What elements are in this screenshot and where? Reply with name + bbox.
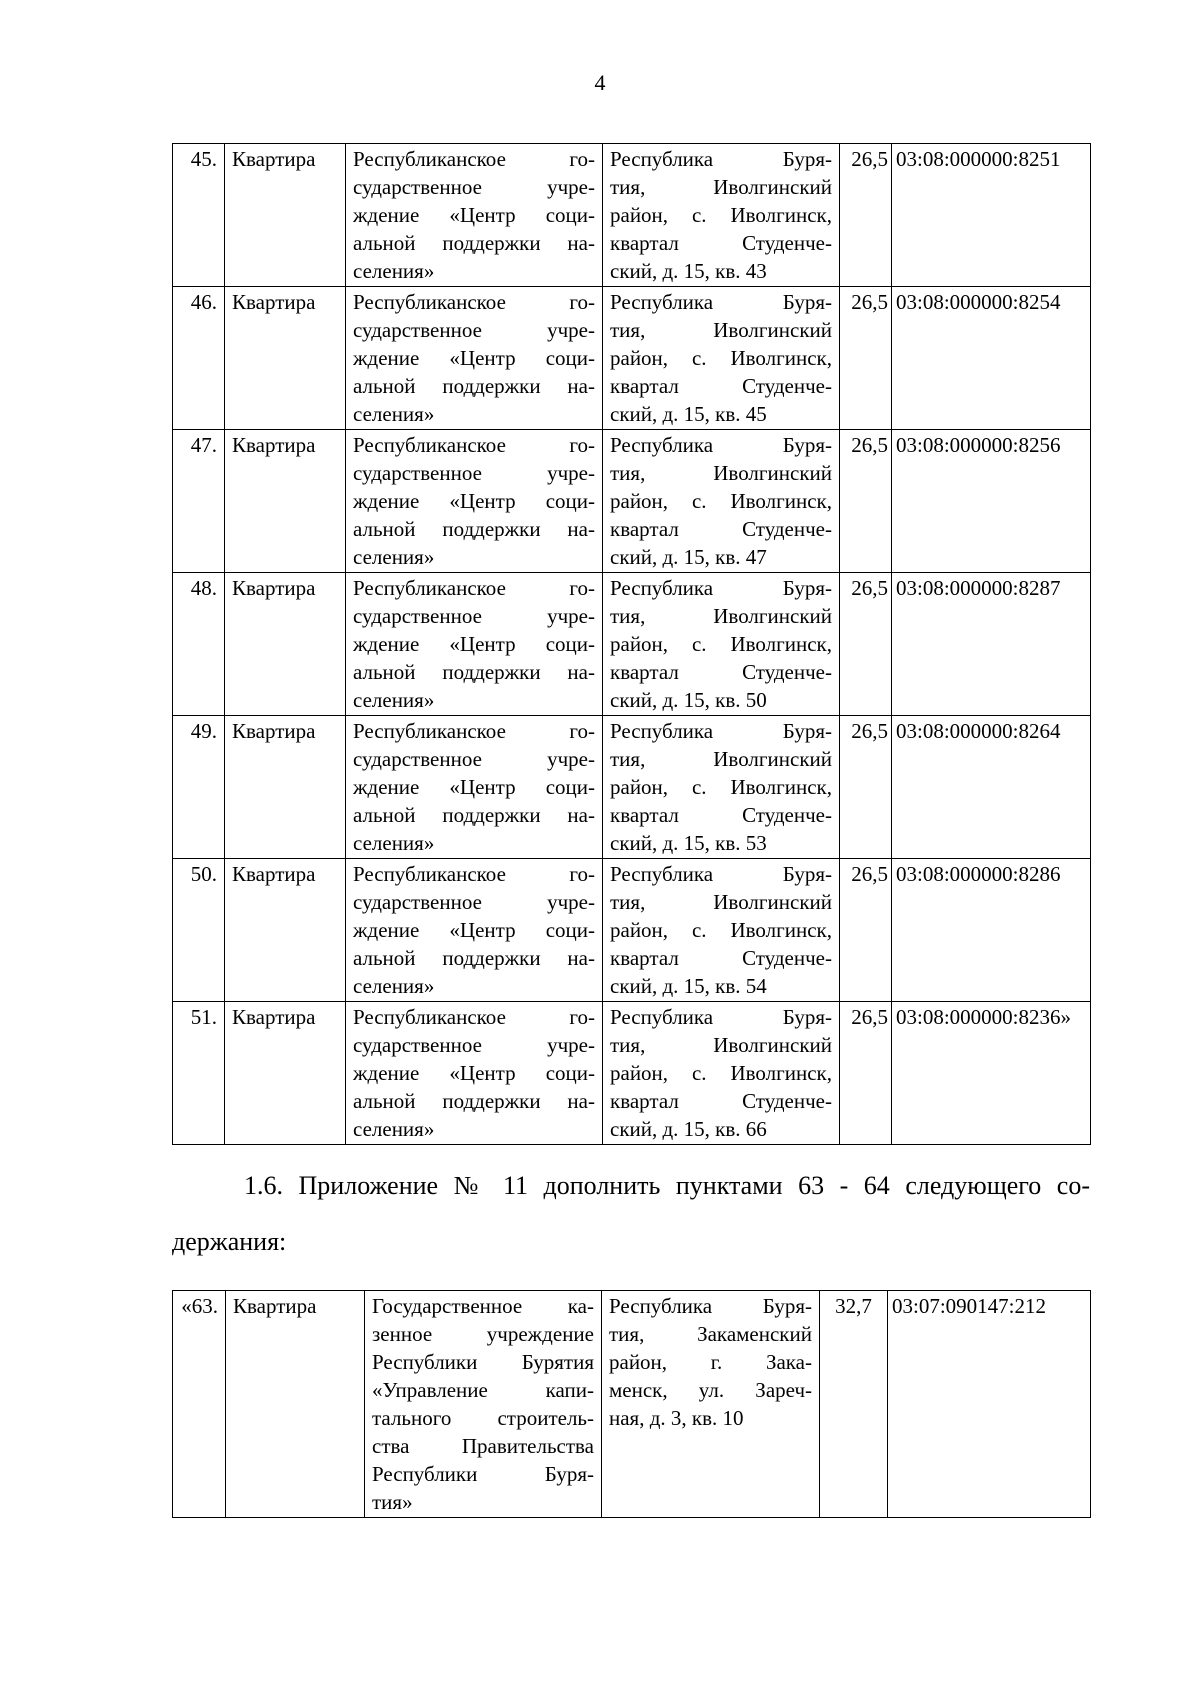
- property-address-line: ский, д. 15, кв. 66: [610, 1117, 767, 1141]
- rights-holder-line: селения»: [353, 831, 435, 855]
- rights-holder-line: сударственное учре-: [353, 175, 595, 199]
- rights-holder-line: сударственное учре-: [353, 747, 595, 771]
- cadastral-number: 03:08:000000:8254: [892, 287, 1091, 430]
- property-address: [603, 287, 840, 430]
- property-address-line: тия, Иволгинский: [610, 175, 832, 199]
- property-address-line: квартал Студенче-: [610, 946, 832, 970]
- property-address-line: квартал Студенче-: [610, 374, 832, 398]
- rights-holder-line: «Управление капи-: [372, 1378, 594, 1402]
- table-row: [173, 430, 1091, 573]
- property-address-line: ский, д. 15, кв. 54: [610, 974, 767, 998]
- row-number: 48.: [173, 573, 225, 716]
- property-address: [603, 430, 840, 573]
- rights-holder-line: селения»: [353, 1117, 435, 1141]
- rights-holder-line: альной поддержки на-: [353, 231, 595, 255]
- rights-holder-line: ждение «Центр соци-: [353, 775, 595, 799]
- row-number: «63.: [173, 1291, 226, 1518]
- property-type: Квартира: [226, 1291, 365, 1518]
- rights-holder-line: ства Правительства: [372, 1434, 594, 1458]
- rights-holder-line: ждение «Центр соци-: [353, 346, 595, 370]
- cadastral-number: 03:08:000000:8251: [892, 144, 1091, 287]
- rights-holder-line: Республиканское го-: [353, 719, 595, 743]
- rights-holder-line: сударственное учре-: [353, 1033, 595, 1057]
- table-row: [173, 1291, 1091, 1518]
- rights-holder-line: Республиканское го-: [353, 1005, 595, 1029]
- rights-holder: [346, 287, 603, 430]
- property-table: [172, 143, 1091, 1145]
- property-address: [603, 573, 840, 716]
- property-area: 32,7: [820, 1291, 888, 1518]
- rights-holder: [346, 1002, 603, 1145]
- rights-holder: [346, 573, 603, 716]
- property-address-line: район, с. Иволгинск,: [610, 346, 832, 370]
- rights-holder-line: альной поддержки на-: [353, 803, 595, 827]
- property-address-line: Республика Буря-: [610, 433, 832, 457]
- property-address: [603, 1002, 840, 1145]
- rights-holder-line: ждение «Центр соци-: [353, 489, 595, 513]
- rights-holder-line: Республиканское го-: [353, 147, 595, 171]
- rights-holder-line: альной поддержки на-: [353, 1089, 595, 1113]
- property-area: 26,5: [840, 144, 892, 287]
- rights-holder-line: сударственное учре-: [353, 890, 595, 914]
- row-number: 46.: [173, 287, 225, 430]
- amendment-text-line-1: 1.6. Приложение № 11 дополнить пунктами 63 - 64 следующего со-: [244, 1171, 1090, 1200]
- property-address-line: ная, д. 3, кв. 10: [609, 1406, 744, 1430]
- rights-holder-line: Республиканское го-: [353, 433, 595, 457]
- rights-holder: [346, 430, 603, 573]
- table-row: [173, 144, 1091, 287]
- rights-holder-line: селения»: [353, 974, 435, 998]
- rights-holder: [346, 716, 603, 859]
- property-type: Квартира: [225, 287, 346, 430]
- rights-holder-line: Государственное ка-: [372, 1294, 594, 1318]
- rights-holder-line: Республики Бурятия: [372, 1350, 594, 1374]
- property-area: 26,5: [840, 716, 892, 859]
- rights-holder: [346, 859, 603, 1002]
- property-address-line: район, с. Иволгинск,: [610, 775, 832, 799]
- cadastral-number: 03:08:000000:8256: [892, 430, 1091, 573]
- rights-holder-line: сударственное учре-: [353, 461, 595, 485]
- cadastral-number: 03:08:000000:8264: [892, 716, 1091, 859]
- property-type: Квартира: [225, 144, 346, 287]
- property-address-line: квартал Студенче-: [610, 660, 832, 684]
- table-row: [173, 716, 1091, 859]
- rights-holder-line: альной поддержки на-: [353, 946, 595, 970]
- property-type: Квартира: [225, 573, 346, 716]
- row-number: 51.: [173, 1002, 225, 1145]
- new-items-table-body: [173, 1291, 1091, 1518]
- property-address-line: тия, Иволгинский: [610, 1033, 832, 1057]
- cadastral-number: 03:08:000000:8287: [892, 573, 1091, 716]
- property-address-line: ский, д. 15, кв. 53: [610, 831, 767, 855]
- page-number: 4: [594, 70, 606, 95]
- property-address-line: ский, д. 15, кв. 45: [610, 402, 767, 426]
- property-address-line: район, с. Иволгинск,: [610, 489, 832, 513]
- rights-holder-line: селения»: [353, 259, 435, 283]
- rights-holder-line: ждение «Центр соци-: [353, 918, 595, 942]
- rights-holder-line: альной поддержки на-: [353, 660, 595, 684]
- property-address-line: район, с. Иволгинск,: [610, 203, 832, 227]
- rights-holder: [346, 144, 603, 287]
- rights-holder-line: Республиканское го-: [353, 290, 595, 314]
- property-area: 26,5: [840, 287, 892, 430]
- rights-holder-line: Республиканское го-: [353, 576, 595, 600]
- property-address: [603, 716, 840, 859]
- table-row: [173, 1002, 1091, 1145]
- property-address-line: тия, Иволгинский: [610, 890, 832, 914]
- rights-holder-line: ждение «Центр соци-: [353, 1061, 595, 1085]
- property-address-line: квартал Студенче-: [610, 803, 832, 827]
- property-address-line: тия, Иволгинский: [610, 747, 832, 771]
- rights-holder-line: Республики Буря-: [372, 1462, 594, 1486]
- table-row: [173, 287, 1091, 430]
- new-items-table: [172, 1290, 1091, 1518]
- property-address-line: тия, Иволгинский: [610, 604, 832, 628]
- property-address-line: ский, д. 15, кв. 50: [610, 688, 767, 712]
- row-number: 45.: [173, 144, 225, 287]
- property-address-line: район, с. Иволгинск,: [610, 1061, 832, 1085]
- property-address-line: Республика Буря-: [610, 147, 832, 171]
- rights-holder-line: ждение «Центр соци-: [353, 203, 595, 227]
- property-address-line: Республика Буря-: [610, 719, 832, 743]
- property-address-line: Республика Буря-: [610, 862, 832, 886]
- property-area: 26,5: [840, 859, 892, 1002]
- rights-holder-line: Республиканское го-: [353, 862, 595, 886]
- property-address-line: квартал Студенче-: [610, 1089, 832, 1113]
- rights-holder-line: сударственное учре-: [353, 604, 595, 628]
- rights-holder-line: селения»: [353, 688, 435, 712]
- rights-holder-line: альной поддержки на-: [353, 517, 595, 541]
- table-row: [173, 859, 1091, 1002]
- property-address-line: тия, Закаменский: [609, 1322, 812, 1346]
- rights-holder-line: зенное учреждение: [372, 1322, 594, 1346]
- rights-holder-line: селения»: [353, 545, 435, 569]
- property-address-line: квартал Студенче-: [610, 517, 832, 541]
- property-address-line: Республика Буря-: [610, 576, 832, 600]
- amendment-paragraph: [172, 1158, 1090, 1270]
- property-area: 26,5: [840, 573, 892, 716]
- property-address-line: Республика Буря-: [610, 290, 832, 314]
- property-address-line: район, г. Зака-: [609, 1350, 812, 1374]
- property-address: [603, 144, 840, 287]
- property-address: [602, 1291, 820, 1518]
- cadastral-number: 03:07:090147:212: [888, 1291, 1091, 1518]
- row-number: 47.: [173, 430, 225, 573]
- property-type: Квартира: [225, 430, 346, 573]
- property-address-line: район, с. Иволгинск,: [610, 632, 832, 656]
- cadastral-number: 03:08:000000:8286: [892, 859, 1091, 1002]
- row-number: 49.: [173, 716, 225, 859]
- property-address-line: район, с. Иволгинск,: [610, 918, 832, 942]
- property-address-line: тия, Иволгинский: [610, 461, 832, 485]
- property-address-line: тия, Иволгинский: [610, 318, 832, 342]
- row-number: 50.: [173, 859, 225, 1002]
- property-address-line: Республика Буря-: [610, 1005, 832, 1029]
- rights-holder-line: ждение «Центр соци-: [353, 632, 595, 656]
- property-table-body: [173, 144, 1091, 1145]
- property-type: Квартира: [225, 1002, 346, 1145]
- property-address-line: квартал Студенче-: [610, 231, 832, 255]
- property-area: 26,5: [840, 430, 892, 573]
- amendment-text-line-2: держания:: [172, 1227, 287, 1256]
- rights-holder: [365, 1291, 602, 1518]
- property-type: Квартира: [225, 716, 346, 859]
- property-address: [603, 859, 840, 1002]
- property-address-line: Республика Буря-: [609, 1294, 812, 1318]
- property-address-line: ский, д. 15, кв. 47: [610, 545, 767, 569]
- property-type: Квартира: [225, 859, 346, 1002]
- property-area: 26,5: [840, 1002, 892, 1145]
- rights-holder-line: тия»: [372, 1490, 413, 1514]
- rights-holder-line: селения»: [353, 402, 435, 426]
- property-address-line: ский, д. 15, кв. 43: [610, 259, 767, 283]
- property-address-line: менск, ул. Зареч-: [609, 1378, 812, 1402]
- rights-holder-line: альной поддержки на-: [353, 374, 595, 398]
- rights-holder-line: тального строитель-: [372, 1406, 594, 1430]
- table-row: [173, 573, 1091, 716]
- cadastral-number: 03:08:000000:8236»: [892, 1002, 1091, 1145]
- rights-holder-line: сударственное учре-: [353, 318, 595, 342]
